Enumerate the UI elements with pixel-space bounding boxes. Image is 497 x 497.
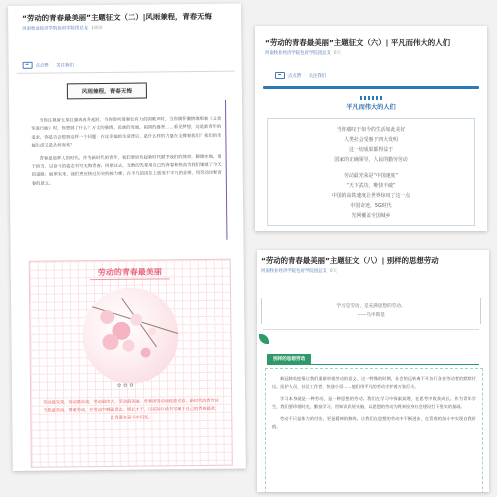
article-meta — [261, 268, 485, 274]
blossom-illustration — [82, 287, 179, 384]
article-header — [265, 38, 477, 56]
poem-line: 光网覆盖全国城乡 — [351, 213, 391, 220]
blossom-shape — [130, 314, 142, 326]
article-header — [261, 256, 485, 274]
quote-box — [261, 298, 481, 324]
tag-underline — [267, 364, 479, 365]
quote-text: 学习是劳动，是充满思想的劳动。 — [336, 304, 406, 309]
follow-bar: 点点赞 · 关注我们 — [23, 61, 74, 69]
article-source[interactable]: 河南牧业经济学院包府学院团总支 — [261, 269, 327, 275]
poem-box — [267, 118, 475, 226]
follow-link[interactable]: 关注我们 — [56, 62, 74, 68]
quote — [262, 302, 480, 320]
color-stripe — [263, 86, 479, 89]
section-tag: 别样的思想劳动 — [267, 354, 311, 364]
poster-text: 劳动最光荣，劳动最崇高，劳动最伟大，劳动最美丽。青春因劳动而绽放光彩，新时代的青年应当热爱劳动、尊重劳动，在劳动中磨砺意志、增长才干，以实际行动书写属于自己的青春篇章，让青春在奋斗中闪光。 — [43, 397, 220, 420]
paragraph: 新冠肺炎疫情让我们重新审视劳动的意义。这一特殊的时期，社会的运转离不开各行各业劳动者的默默付出。医护人员、社区工作者、快递小哥……他们用平凡的劳动守护着万家灯火。 — [272, 376, 476, 390]
article-card-right-top[interactable] — [255, 26, 487, 231]
section-subtitle: 平凡而伟大的人们 — [346, 104, 396, 111]
follow-link[interactable]: 关注我们 — [308, 73, 327, 79]
article-date: 1周前 — [91, 26, 103, 32]
article-card-right-bottom[interactable] — [257, 250, 489, 492]
poem-line: “天下武功，唯快不破” — [346, 183, 396, 190]
divider — [263, 329, 479, 330]
article-date: 6天 — [329, 269, 338, 275]
article-meta — [265, 50, 477, 56]
poem-line: 国家的正确领导，人民的勤劳劳动 — [334, 157, 408, 164]
article-date: 6天 — [333, 51, 342, 57]
article-source[interactable]: 河南牧业经济学院包府学院团总支 — [265, 51, 331, 57]
article-source[interactable]: 河南牧业经济学院包府学院团总支 — [22, 26, 89, 33]
divider — [17, 71, 235, 74]
poem-line: 中国的高铁速度让世界惊叹了这一点 — [331, 193, 411, 200]
article-body — [31, 116, 222, 189]
paragraph: 青春是追梦人的时代。作为新时代的青年，我们要肩负起新时代赋予我们的使命，脚踏实地，勇于担当，以奋斗的姿态书写无悔青春。回望过去，无数的先辈用自己的青春和热血为我们铺就了今天的道路；展望未来，我们更应接过历史的接力棒，在平凡的岗位上创造不平凡的业绩，用劳动诠释青春的意义。 — [31, 154, 222, 187]
paragraph: 劳动不只是体力的付出，更是精神的修炼。让我们在思想的劳动中不断进步，在青春的奋斗中实现自我价值。 — [272, 415, 476, 430]
paragraph: 学习本身就是一种劳动，是一种思想的劳动。我们在学习中探索真理，在思考中收获成长。作为青年学生，我们要珍惜时光，勤奋学习，用知识武装头脑，以思想的劳动为将来投身社会建设打下坚实的基础。 — [272, 395, 476, 410]
paragraph: 当你注视着五星红旗冉冉升起时，当你聆听着强壮有力的国歌声时，当你满怀激情地唱着《义勇军进行曲》时，你想到了什么？万丈的豪情，民族的发展，祖国的盛誉……看见梦想，这是新青年的追求，你是否会想到这样一个问题：在这幸福的生活背后，是什么样的力量在支撑着我们？我们的幸福生活又是从何而来？ — [31, 116, 222, 149]
poem-line: 劳动最光荣是“中国速度” — [344, 173, 398, 180]
article-meta — [22, 24, 227, 32]
article-card-left[interactable] — [8, 4, 246, 471]
poem-line: 当你感叹于如今的生活如此美好 — [336, 127, 406, 133]
article-title[interactable]: “劳动的青春最美丽”主题征文（八）| 别样的思想劳动 — [261, 256, 439, 265]
leaf-icon — [259, 334, 269, 344]
quote-author: ——乌申斯基 — [357, 313, 385, 319]
section-subtitle: 风雨兼程，青春无悔 — [67, 83, 147, 100]
article-header — [22, 12, 227, 32]
poster-title: 劳动的青春最美丽 — [97, 267, 162, 278]
follow-icon — [23, 62, 33, 69]
poem-line: 人类社会受惠于四大发明 — [344, 137, 398, 144]
like-link[interactable]: 点点赞 — [35, 63, 49, 69]
article-title[interactable]: “劳动的青春最美丽”主题征文（二）|风雨兼程，青春无悔 — [22, 11, 212, 23]
decorative-rule — [225, 100, 227, 240]
blossom-shape — [100, 310, 114, 324]
poster-dots: ✿✿✿ — [116, 382, 136, 389]
follow-icon — [275, 72, 285, 79]
follow-bar: 点点赞 · 关注我们 — [275, 72, 326, 79]
blossom-shape — [148, 327, 156, 335]
like-link[interactable]: 点点赞 — [288, 73, 302, 79]
blossom-shape — [123, 340, 135, 352]
poem-line: 中国奇迹，5G时代 — [350, 203, 392, 210]
blossom-shape — [141, 348, 151, 358]
poem — [268, 125, 474, 221]
poster-ornament — [90, 278, 170, 280]
subtitle-ornament — [360, 96, 382, 100]
poem-line: 这一切成果都得益于 — [348, 147, 394, 154]
blossom-shape — [102, 334, 118, 350]
poster-image — [29, 259, 233, 468]
article-body — [265, 368, 483, 492]
article-title[interactable]: “劳动的青春最美丽”主题征文（六）| 平凡而伟大的人们 — [265, 38, 450, 47]
